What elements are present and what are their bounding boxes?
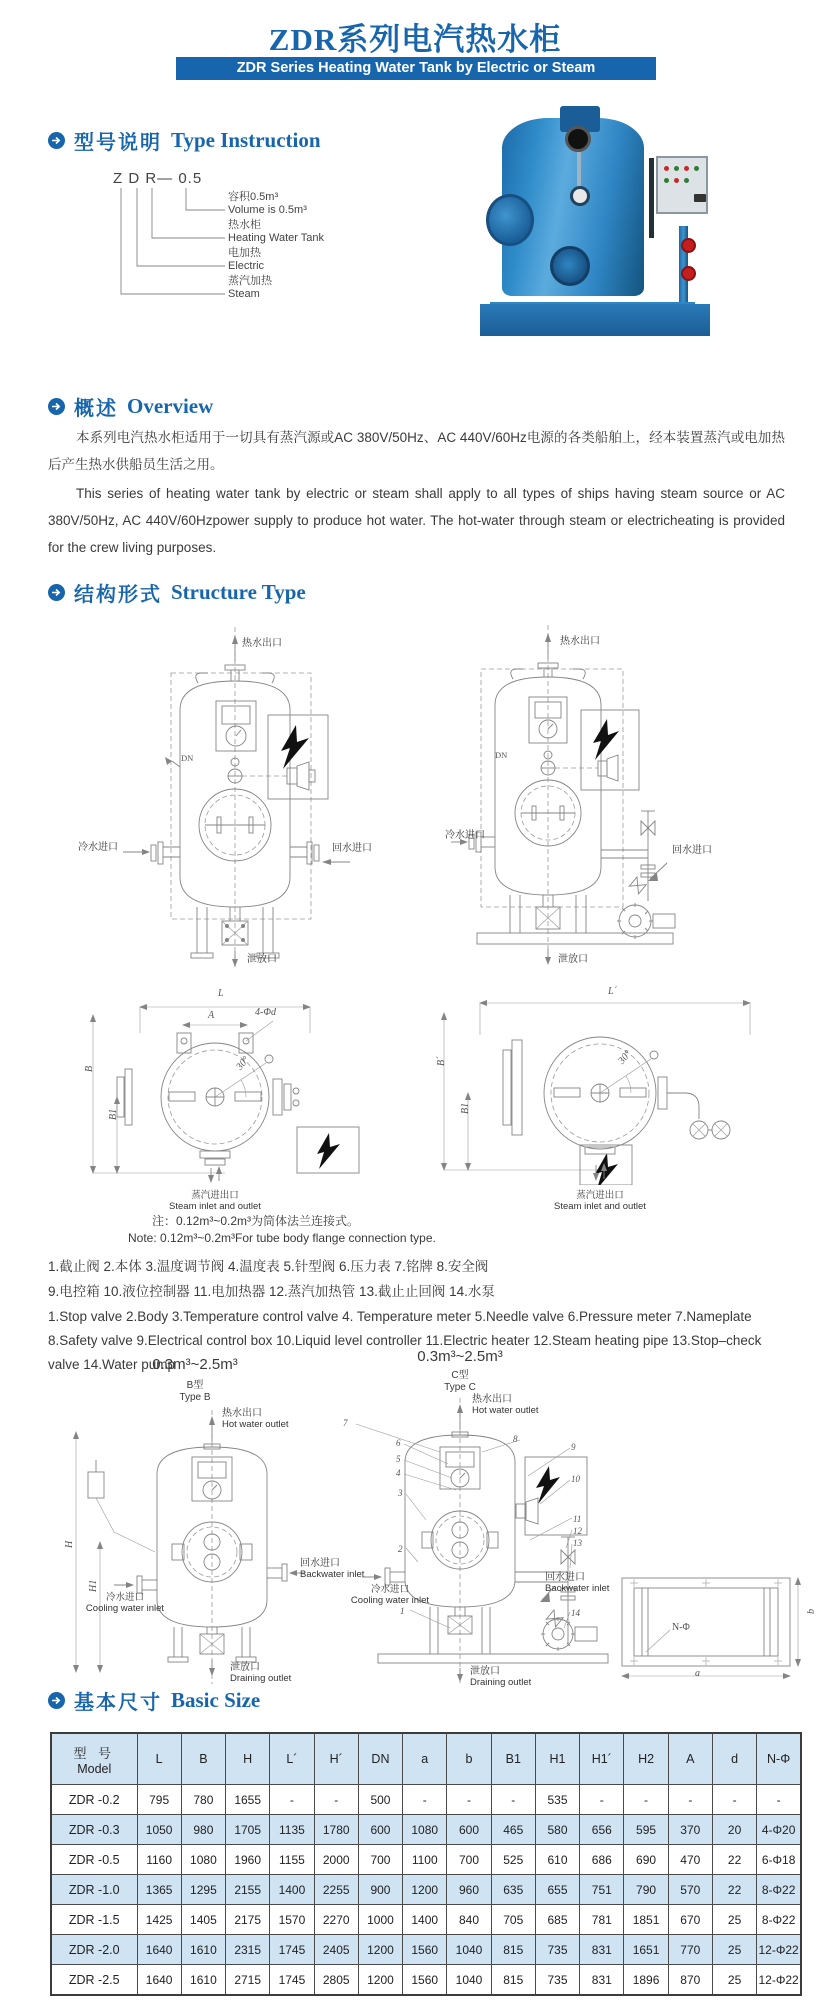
indicator-light [674,166,679,171]
col-header: d [712,1733,756,1785]
dn-label: DN [181,753,194,763]
cell: 470 [668,1845,712,1875]
cell: - [447,1785,491,1815]
cell: 735 [535,1965,579,1996]
dn-label: DN [495,750,508,760]
section-title-cn: 型号说明 [74,132,162,154]
valve-handwheel-icon [681,266,696,281]
cell: - [580,1785,624,1815]
variant-b-dim-H: H [64,1540,75,1548]
table-row [51,1935,801,1965]
cell: 1960 [226,1845,270,1875]
model-header-en: Model [77,1761,112,1776]
indicator-light [684,178,689,183]
lower-flange [550,246,590,286]
table-row [51,1965,801,1996]
steam-inlet-outlet-label-cn: 蒸汽进出口 [191,1190,239,1201]
cell: 8-Φ22 [757,1875,801,1905]
section-overview [48,392,213,421]
drain-outlet-label: 泄放口 [247,954,277,965]
table-row [51,1905,801,1935]
cell: - [314,1785,358,1815]
cell: 815 [491,1965,535,1996]
dim-B2-label: B´ [436,1056,447,1066]
model-cell: ZDR -1.5 [51,1905,137,1935]
col-header: A [668,1733,712,1785]
label-en: Electric [228,260,265,272]
label-en: Draining outlet [230,1673,292,1684]
section-title-en: Structure Type [171,580,306,604]
section-title-en: Type Instruction [171,128,321,152]
cell: 8-Φ22 [757,1905,801,1935]
dim-A-label: A [208,1010,215,1021]
cell: 370 [668,1815,712,1845]
cell: 1610 [181,1965,225,1996]
section-type-instruction [48,126,321,155]
cell: 900 [358,1875,402,1905]
variant-b-range: 0.3m³~2.5m³ [152,1356,238,1373]
frame-dim-b-label: b [806,1609,817,1614]
cell: 12-Φ22 [757,1965,801,1996]
cell: 500 [358,1785,402,1815]
cell: 25 [712,1935,756,1965]
cell: 1640 [137,1935,181,1965]
top-view-right-drawing [420,985,800,1185]
control-panel [656,156,708,214]
cell: 770 [668,1935,712,1965]
cell: 1200 [403,1875,447,1905]
cell: 2715 [226,1965,270,1996]
col-header: L´ [270,1733,314,1785]
dim-angle-label: 30° [616,1048,634,1067]
cell: 1425 [137,1905,181,1935]
frame-dim-a-label: a [695,1668,700,1679]
col-header: H1´ [580,1733,624,1785]
label-en: Hot water outlet [222,1419,289,1430]
parts-list-cn-1: 1.截止阀 2.本体 3.温度调节阀 4.温度表 5.针型阀 6.压力表 7.铭牌 8.安全阀 [48,1259,489,1274]
cell: 1050 [137,1815,181,1845]
note-en: Note: 0.12m³~0.2m³For tube body flange connection type. [128,1231,436,1245]
cell: 1200 [358,1965,402,1996]
cell: - [668,1785,712,1815]
steam-inlet-outlet-label-cn: 蒸汽进出口 [576,1190,624,1201]
arrow-bullet-icon [48,398,65,415]
label-cn: 回水进口 [545,1572,585,1583]
cell: 1570 [270,1905,314,1935]
label-en: Cooling water inlet [350,1595,430,1606]
table-row [51,1815,801,1845]
cell: 465 [491,1815,535,1845]
cell: - [403,1785,447,1815]
cell: 870 [668,1965,712,1996]
cell: 735 [535,1935,579,1965]
callout-13: 13 [573,1538,582,1548]
callout-6: 6 [396,1438,401,1448]
cell: 780 [181,1785,225,1815]
cell: 670 [668,1905,712,1935]
callout-10: 10 [571,1474,580,1484]
label-en: Steam [228,288,260,300]
cell: 1560 [403,1935,447,1965]
cell: 1200 [358,1935,402,1965]
label-en: Backwater inlet [300,1569,365,1580]
note-cn: 注：0.12m³~0.2m³为筒体法兰连接式。 [152,1214,360,1228]
label-cn: 泄放口 [230,1662,260,1673]
variant-c-type-en: Type C [444,1382,476,1393]
variant-b-type-cn: B型 [186,1380,204,1391]
ar row-bullet-icon [48,1692,65,1709]
cell: 1295 [181,1875,225,1905]
col-header-model [51,1733,137,1785]
front-view-right-drawing [415,615,805,973]
callout-8: 8 [513,1434,518,1444]
cell: 815 [491,1935,535,1965]
cell: 655 [535,1875,579,1905]
cell: 580 [535,1815,579,1845]
label-cn: 热水柜 [228,219,261,231]
dim-angle-label: 30° [234,1054,252,1073]
label-cn: 电加热 [228,247,261,259]
cell: 656 [580,1815,624,1845]
model-label-electric [228,247,264,273]
variant-c-cool-label [340,1584,440,1606]
label-cn: 冷水进口 [105,1592,144,1603]
model-cell: ZDR -0.5 [51,1845,137,1875]
cell: 6-Φ18 [757,1845,801,1875]
steam-inlet-outlet-label-en: Steam inlet and outlet [554,1201,646,1212]
section-title-cn: 基本尺寸 [74,1692,162,1714]
variant-b-cool-label [70,1592,180,1614]
dim-B1-label: B1 [108,1108,119,1120]
cell: 2805 [314,1965,358,1996]
tank-base [480,304,710,336]
steam-inlet-outlet-label-en: Steam inlet and outlet [169,1201,261,1212]
arrow-bullet-icon [48,584,65,601]
callout-1: 1 [400,1606,405,1616]
cell: 700 [447,1845,491,1875]
variant-b-drain-label [230,1662,291,1684]
col-header: a [403,1733,447,1785]
col-header: N-Φ [757,1733,801,1785]
valve-handwheel-icon [681,238,696,253]
hot-water-outlet-label: 热水出口 [242,638,282,649]
variant-b-dim-H1: H1 [88,1579,99,1592]
cell: 635 [491,1875,535,1905]
cell: 1155 [270,1845,314,1875]
cell: 1400 [270,1875,314,1905]
cell: 1780 [314,1815,358,1845]
overview-paragraph-en: This series of heating water tank by electric or steam shall apply to all types of ships having steam source or AC 380V/50Hz, AC 440V/60Hzpower supply to produce hot water. The hot-water through steam or electricheating is provided for the crew living purposes. [48,486,785,555]
cell: 595 [624,1815,668,1845]
cell: 700 [358,1845,402,1875]
cell: 2155 [226,1875,270,1905]
base-frame-drawing [612,1572,807,1687]
cell: 795 [137,1785,181,1815]
model-code: Z D R— 0.5 [113,170,203,187]
callout-2: 2 [398,1544,403,1554]
label-en: Backwater inlet [545,1583,610,1594]
cell: 2000 [314,1845,358,1875]
dim-B1-label: B1 [460,1102,471,1114]
label-en: Heating Water Tank [228,232,324,244]
cell: 525 [491,1845,535,1875]
table-row [51,1845,801,1875]
col-header: L [137,1733,181,1785]
table-row [51,1875,801,1905]
col-header: B1 [491,1733,535,1785]
cell: 1610 [181,1935,225,1965]
section-title-cn: 概述 [74,398,118,420]
cell: 22 [712,1875,756,1905]
cell: 2255 [314,1875,358,1905]
label-en: Hot water outlet [472,1405,539,1416]
cell: 980 [181,1815,225,1845]
cell: - [757,1785,801,1815]
cell: 1000 [358,1905,402,1935]
product-photo [480,98,710,336]
indicator-light [684,166,689,171]
label-en: Draining outlet [470,1677,532,1688]
variant-c-drain-label [470,1666,531,1688]
dim-B-label: B [84,1065,95,1072]
section-title-en: Overview [127,394,214,418]
panel-display [694,194,706,202]
cell: 2270 [314,1905,358,1935]
cell: 690 [624,1845,668,1875]
dim-L-label: L [218,988,224,999]
section-basic-size [48,1686,260,1715]
indicator-light [674,178,679,183]
dim-L2-label: L´ [608,986,617,997]
table-row [51,1785,801,1815]
cell: 25 [712,1965,756,1996]
indicator-light [694,166,699,171]
arrow-bullet-icon [48,132,65,149]
cell: 1745 [270,1965,314,1996]
section-title-cn: 结构形式 [74,584,162,606]
cell: 781 [580,1905,624,1935]
model-label-tank [228,219,324,245]
cell: 685 [535,1905,579,1935]
indicator-light [664,166,669,171]
cell: 1405 [181,1905,225,1935]
panel-bracket [649,158,654,238]
banner-title: ZDR Series Heating Water Tank by Electric or Steam [176,57,656,80]
cell: 1745 [270,1935,314,1965]
callout-11: 11 [573,1514,582,1524]
cell: 1100 [403,1845,447,1875]
variant-b-hot-label [222,1408,289,1430]
callout-3: 3 [398,1488,403,1498]
hot-water-outlet-label: 热水出口 [560,636,600,647]
variant-c-hot-label [472,1394,539,1416]
frame-bolt-label: N-Φ [672,1622,690,1633]
cell: 1160 [137,1845,181,1875]
parts-list-en: 1.Stop valve 2.Body 3.Temperature control valve 4. Temperature meter 5.Needle valve 6.Pressure meter 7.Nameplate 8.Safety valve 9.Electrical control box 10.Liquid level controller 11.Electric heater 12.Steam heating pipe 13.Stop–check valve 14.Water pump [48,1309,762,1372]
label-cn: 容积0.5m³ [228,191,279,203]
cell: - [491,1785,535,1815]
cell: - [624,1785,668,1815]
cell: 4-Φ20 [757,1815,801,1845]
cell: 2315 [226,1935,270,1965]
cell: 1705 [226,1815,270,1845]
cell: 570 [668,1875,712,1905]
type-b-drawing [62,1402,332,1692]
cell: 1640 [137,1965,181,1996]
cell: 686 [580,1845,624,1875]
model-cell: ZDR -2.5 [51,1965,137,1996]
temperature-gauge-icon [570,186,590,206]
cell: 535 [535,1785,579,1815]
cell: 1896 [624,1965,668,1996]
cell: 20 [712,1815,756,1845]
cell: 1560 [403,1965,447,1996]
section-structure-type [48,578,306,607]
model-label-steam [228,275,272,301]
overview-paragraph-cn: 本系列电汽热水柜适用于一切具有蒸汽源或AC 380V/50Hz、AC 440V/60Hz电源的各类船舶上，经本装置蒸汽或电加热后产生热水供船员生活之用。 [48,430,785,472]
cell: - [270,1785,314,1815]
cell: 22 [712,1845,756,1875]
cell: 2175 [226,1905,270,1935]
cell: 25 [712,1905,756,1935]
model-cell: ZDR -0.3 [51,1815,137,1845]
pressure-gauge-icon [565,126,591,152]
model-cell: ZDR -1.0 [51,1875,137,1905]
cell: 1400 [403,1905,447,1935]
col-header: H [226,1733,270,1785]
variant-b-type-en: Type B [179,1392,211,1403]
callout-12: 12 [573,1526,582,1536]
dim-bolt-label: 4-Φd [255,1007,276,1018]
cell: 831 [580,1935,624,1965]
cell: 1040 [447,1935,491,1965]
label-cn: 蒸汽加热 [228,275,272,287]
model-cell: ZDR -0.2 [51,1785,137,1815]
cell: - [712,1785,756,1815]
callout-7: 7 [343,1418,348,1428]
return-water-inlet-label: 回水进口 [332,843,372,854]
label-en: Cooling water inlet [85,1603,165,1614]
col-header: b [447,1733,491,1785]
type-c-drawing [330,1392,660,1692]
indicator-light [664,178,669,183]
cell: 610 [535,1845,579,1875]
manhole-flange [486,194,534,246]
cell: 790 [624,1875,668,1905]
model-label-volume [228,191,307,217]
col-header: B [181,1733,225,1785]
callout-4: 4 [396,1468,401,1478]
variant-c-type-cn: C型 [451,1370,469,1381]
cell: 1080 [403,1815,447,1845]
section-title-en: Basic Size [171,1688,261,1712]
cell: 600 [447,1815,491,1845]
cell: 751 [580,1875,624,1905]
model-header-cn: 型 号 [73,1745,116,1761]
cell: 1851 [624,1905,668,1935]
label-cn: 冷水进口 [370,1584,409,1595]
cell: 1651 [624,1935,668,1965]
page-title: ZDR系列电汽热水柜 [268,22,562,57]
gauge-stem [577,152,581,188]
label-cn: 回水进口 [300,1558,340,1569]
variant-c-back-label [545,1572,609,1594]
label-cn: 热水出口 [472,1394,512,1405]
cell: 1655 [226,1785,270,1815]
drain-outlet-label: 泄放口 [558,954,588,965]
cell: 831 [580,1965,624,1996]
label-en: Volume is 0.5m³ [228,204,307,216]
cell: 1080 [181,1845,225,1875]
cell: 2405 [314,1935,358,1965]
return-water-inlet-label: 回水进口 [672,845,712,856]
top-view-left-drawing [65,985,415,1185]
table-header-row [51,1733,801,1785]
col-header: H2 [624,1733,668,1785]
label-cn: 泄放口 [470,1666,500,1677]
basic-size-table [50,1732,802,1996]
cell: 600 [358,1815,402,1845]
col-header: H1 [535,1733,579,1785]
col-header: H´ [314,1733,358,1785]
callout-9: 9 [571,1442,576,1452]
callout-14: 14 [571,1608,580,1618]
model-cell: ZDR -2.0 [51,1935,137,1965]
cell: 1040 [447,1965,491,1996]
cell: 960 [447,1875,491,1905]
cell: 1365 [137,1875,181,1905]
parts-list-cn-2: 9.电控箱 10.液位控制器 11.电加热器 12.蒸汽加热管 13.截止止回阀 14.水泵 [48,1284,495,1299]
cell: 1135 [270,1815,314,1845]
callout-5: 5 [396,1454,401,1464]
cold-water-inlet-label: 冷水进口 [445,830,485,841]
label-cn: 热水出口 [222,1408,262,1419]
cell: 12-Φ22 [757,1935,801,1965]
variant-c-range: 0.3m³~2.5m³ [417,1348,503,1365]
col-header: DN [358,1733,402,1785]
cell: 840 [447,1905,491,1935]
cell: 705 [491,1905,535,1935]
front-view-left-drawing [55,615,415,973]
cold-water-inlet-label: 冷水进口 [78,842,118,853]
